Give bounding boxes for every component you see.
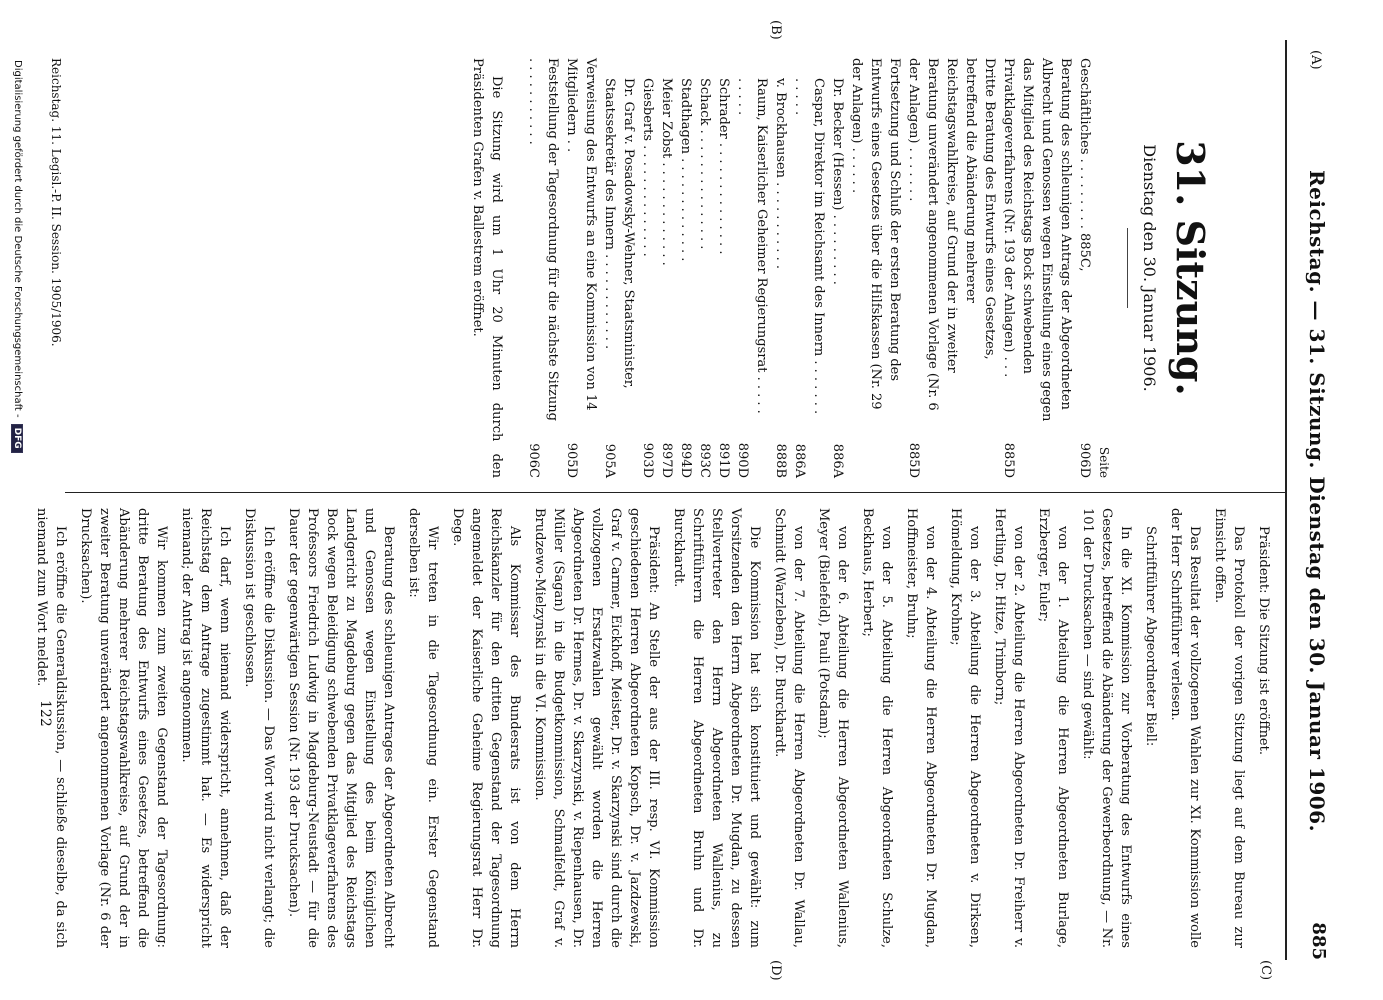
body-paragraph: Beratung des schleunigen Antrages der Abgeordneten Albrecht und Genossen wegen Einstellung des beim Königlichen Landgericht zu Magdeburg gegen das Mitglied des Reichstags Bock wegen Beleidigung schwebenden Privatklageverfahrens des Professors Friedrich Ludwig in Magdeburg-Neustadt — für die Dauer der gegenwärtigen Session (Nr. 193 der Drucksachen).: [286, 508, 396, 948]
body-paragraph: von der 5. Abteilung die Herren Abgeordneten Schulze, Beckhaus, Herbert;: [860, 508, 894, 948]
margin-marker-a: (A): [1308, 50, 1323, 70]
page-number: 885: [1308, 922, 1329, 960]
toc-page: 890D: [735, 442, 750, 478]
running-header: [1287, 40, 1383, 960]
body-paragraph: In die XI. Kommission zur Vorberatung des Entwurfs eines Gesetzes, betreffend die Abänderung der Gewerbeordnung, — Nr. 101 der Drucksachen — sind gewählt:: [1080, 508, 1133, 948]
body-paragraph: von der 2. Abteilung die Herren Abgeordneten Dr. Freiherr v. Hertling, Dr. Hitze, Trimborn;: [992, 508, 1026, 948]
toc-entry: Fortsetzung und Schluß der ersten Beratung des Entwurfs eines Gesetzes über die Hilfskassen (Nr. 29 der Anlagen) . . . . . .: [849, 58, 902, 410]
title-rule: [1127, 228, 1128, 308]
body-paragraph: von der 1. Abteilung die Herren Abgeordneten Burlage, Erzberger, Euler;: [1036, 508, 1070, 948]
toc-row: [562, 58, 600, 478]
toc-row: [828, 58, 847, 478]
toc-page: 886A: [830, 443, 845, 478]
body-paragraph: von der 7. Abteilung die Herren Abgeordneten Dr. Wallau, Schmidt (Warzleben), Dr. Burckhardt.: [772, 508, 806, 948]
toc-entry: Giesberts . . . . . . . . . . . . . .: [640, 78, 655, 257]
toc-entry: v. Brockhausen . . . . . . . . . . .: [773, 78, 788, 269]
body-paragraph: Das Protokoll der vorigen Sitzung liegt auf dem Bureau zur Einsicht offen.: [1212, 508, 1246, 948]
body-paragraph: Wir treten in die Tagesordnung ein. Erster Gegenstand derselben ist:: [406, 508, 440, 948]
toc-entry: Dr. Becker (Hessen) . . . . . . . . .: [830, 78, 845, 285]
toc-entry: Schack . . . . . . . . . . . . . . .: [697, 78, 712, 250]
toc-page: 905A: [602, 443, 617, 478]
toc-page: 906C: [526, 443, 541, 478]
toc-page: 897D: [659, 442, 674, 478]
toc-entry: Dr. Graf v. Posadowsky-Wehner, Staatsminister, Staatssekretär des Innern . . . . . . . . . . . .: [602, 78, 636, 389]
column-divider: [65, 492, 1285, 493]
toc-page: [847, 422, 904, 478]
toc-page: 906D: [1077, 442, 1092, 478]
toc-row: [847, 58, 904, 478]
right-column: [26, 508, 1273, 948]
body-paragraph: von der 6. Abteilung die Herren Abgeordneten Wallenius, Meyer (Bielefeld), Pauli (Potsdam);: [816, 508, 850, 948]
dfg-credit: [11, 60, 23, 453]
toc-page: 888B: [773, 443, 788, 478]
toc-row: [1075, 58, 1094, 478]
footer-note: Reichstag. 11. Legisl.-P. II. Session. 1905/1906.: [49, 58, 63, 347]
body-paragraph: Schriftführer Abgeordneter Biell:: [1143, 526, 1158, 747]
body-paragraph: Ich eröffne die Generaldiskussion, — schließe dieselbe, da sich niemand zum Wort meldet.: [34, 508, 68, 948]
toc-entry: Stadthagen . . . . . . . . . . . . .: [678, 78, 693, 262]
seite-label: Seite: [1097, 446, 1111, 478]
body-paragraph: Präsident: An Stelle der aus der III. resp. VI. Kommission geschiedenen Herren Abgeordneten Kopsch, Dr. v. Jazdzewski, Graf v. Carmer, Eickhoff, Meister, Dr. v. Skarzynski sind durch die vollzogenen Ersatzwahlen gewählt worden die Herren Abgeordneten Dr. Hermes, Dr. v. Skarzynski, v. Riepenhausen, Dr. Müller (Sagan) in die Budgetkommission, Schmalfeldt, Graf v. Brudzewo-Mielzynski in die VI. Kommission.: [532, 508, 661, 948]
body-paragraph: Ich eröffne die Diskussion. — Das Wort wird nicht verlangt; die Diskussion ist geschlossen.: [242, 508, 276, 948]
toc-row: [695, 58, 714, 478]
body-paragraph: Die Kommission hat sich konstituiert und gewählt: zum Vorsitzenden den Herrn Abgeordneten Dr. Mugdan, zu dessen Stellvertreter den Herrn Abgeordneten Wallenius, zu Schriftführern die Herren Abgeordneten Bruhn und Dr. Burckhardt.: [671, 508, 762, 948]
toc-page: 891D: [716, 442, 731, 478]
body-paragraph: Als Kommissar des Bundesrats ist von dem Herrn Reichskanzler für den dritten Gegenstand der Tagesordnung angemeldet der Kaiserliche Geheime Regierungsrat Herr Dr. Dege.: [450, 508, 522, 948]
margin-marker-d: (D): [768, 960, 783, 981]
toc-row: [657, 58, 676, 478]
toc-entry: Beratung des schleunigen Antrags der Abgeordneten Albrecht und Genossen wegen Einstellung eines gegen das Mitglied des Reichstags Bock schwebenden Privatklageverfahrens (Nr. 193 der Anlagen) . . .: [1001, 58, 1073, 422]
toc-row: [790, 58, 828, 478]
body-paragraph: Wir kommen zum zweiten Gegenstand der Tagesordnung: dritte Beratung des Entwurfs eines Gesetzes, betreffend die Abänderung mehrerer Reichstagswahlkreise, auf Grund der in zweiter Beratung unverändert angenommenen Vorlage (Nr. 6 der Drucksachen).: [78, 508, 169, 948]
toc-entry: Schrader . . . . . . . . . . . . . .: [716, 78, 731, 255]
dfg-logo: DFG: [11, 424, 23, 453]
toc-row: [714, 58, 733, 478]
margin-marker-c: (C): [1258, 960, 1273, 981]
session-title: 31. Sitzung.: [1168, 140, 1213, 396]
toc-page: 905D: [564, 442, 579, 478]
body-paragraph: von der 3. Abteilung die Herren Abgeordneten v. Dirksen, Hömeldung, Krohne;: [948, 508, 982, 948]
toc-entry: Feststellung der Tagesordnung für die nächste Sitzung . . . . . . . . . . .: [526, 58, 560, 421]
bottom-page-number: 122: [37, 700, 53, 727]
toc-entry: Verweisung des Entwurfs an eine Kommission von 14 Mitgliedern . .: [564, 58, 598, 411]
toc-row: [524, 58, 562, 478]
toc-page: 885D: [906, 442, 921, 478]
toc-page: 894D: [678, 442, 693, 478]
margin-marker-b: (B): [768, 20, 783, 40]
credit-text: Digitalisierung gefördert durch die Deutsche Forschungsgemeinschaft -: [12, 60, 23, 418]
body-paragraph: Präsident: Die Sitzung ist eröffnet.: [1256, 526, 1271, 755]
toc-row: [676, 58, 695, 478]
toc-page: 886A: [792, 443, 807, 478]
body-paragraph: Das Resultat der vollzogenen Wahlen zur XI. Kommission wolle der Herr Schriftführer verlesen.: [1168, 508, 1202, 948]
toc-page: 893C: [697, 443, 712, 478]
opening-statement: Die Sitzung wird um 1 Uhr 20 Minuten durch den Präsidenten Grafen v. Ballestrem eröffnet.: [470, 58, 504, 478]
toc-row: [600, 58, 638, 478]
toc-entry: Meier Zobst . . . . . . . . . . . . .: [659, 78, 674, 266]
header-rule: [1285, 40, 1287, 960]
toc-page: 885D: [1001, 442, 1016, 478]
table-of-contents: [524, 58, 1094, 478]
toc-row: [904, 58, 999, 478]
toc-entry: Raum, Kaiserlicher Geheimer Regierungsrat . . . . . . . . . .: [735, 78, 769, 414]
left-column: [462, 58, 1273, 478]
toc-entry: Dritte Beratung des Entwurfs eines Gesetzes, betreffend die Abänderung mehrerer Reichstagswahlkreise, auf Grund der in zweiter Beratung unverändert angenommenen Vorlage (Nr. 6 der Anlagen) . . . . . . .: [906, 58, 997, 411]
toc-row: [733, 58, 771, 478]
toc-page: 903D: [640, 442, 655, 478]
toc-entry: Caspar, Direktor im Reichsamt des Innern . . . . . . . . . . . .: [792, 78, 826, 415]
session-date: Dienstag den 30. Januar 1906.: [1140, 144, 1159, 392]
toc-row: [771, 58, 790, 478]
toc-row: [999, 58, 1075, 478]
body-paragraph: von der 4. Abteilung die Herren Abgeordneten Dr. Mugdan, Hoffmeister, Bruhn;: [904, 508, 938, 948]
running-title: Reichstag. — 31. Sitzung. Dienstag den 30. Januar 1906.: [1305, 170, 1329, 833]
body-paragraph: Ich darf, wenn niemand widerspricht, annehmen, daß der Reichstag dem Antrage zugestimmt hat. — Es widerspricht niemand; der Antrag ist angenommen.: [179, 508, 232, 948]
toc-row: [638, 58, 657, 478]
toc-entry: Geschäftliches . . . . . . . . . 885C,: [1077, 58, 1092, 272]
